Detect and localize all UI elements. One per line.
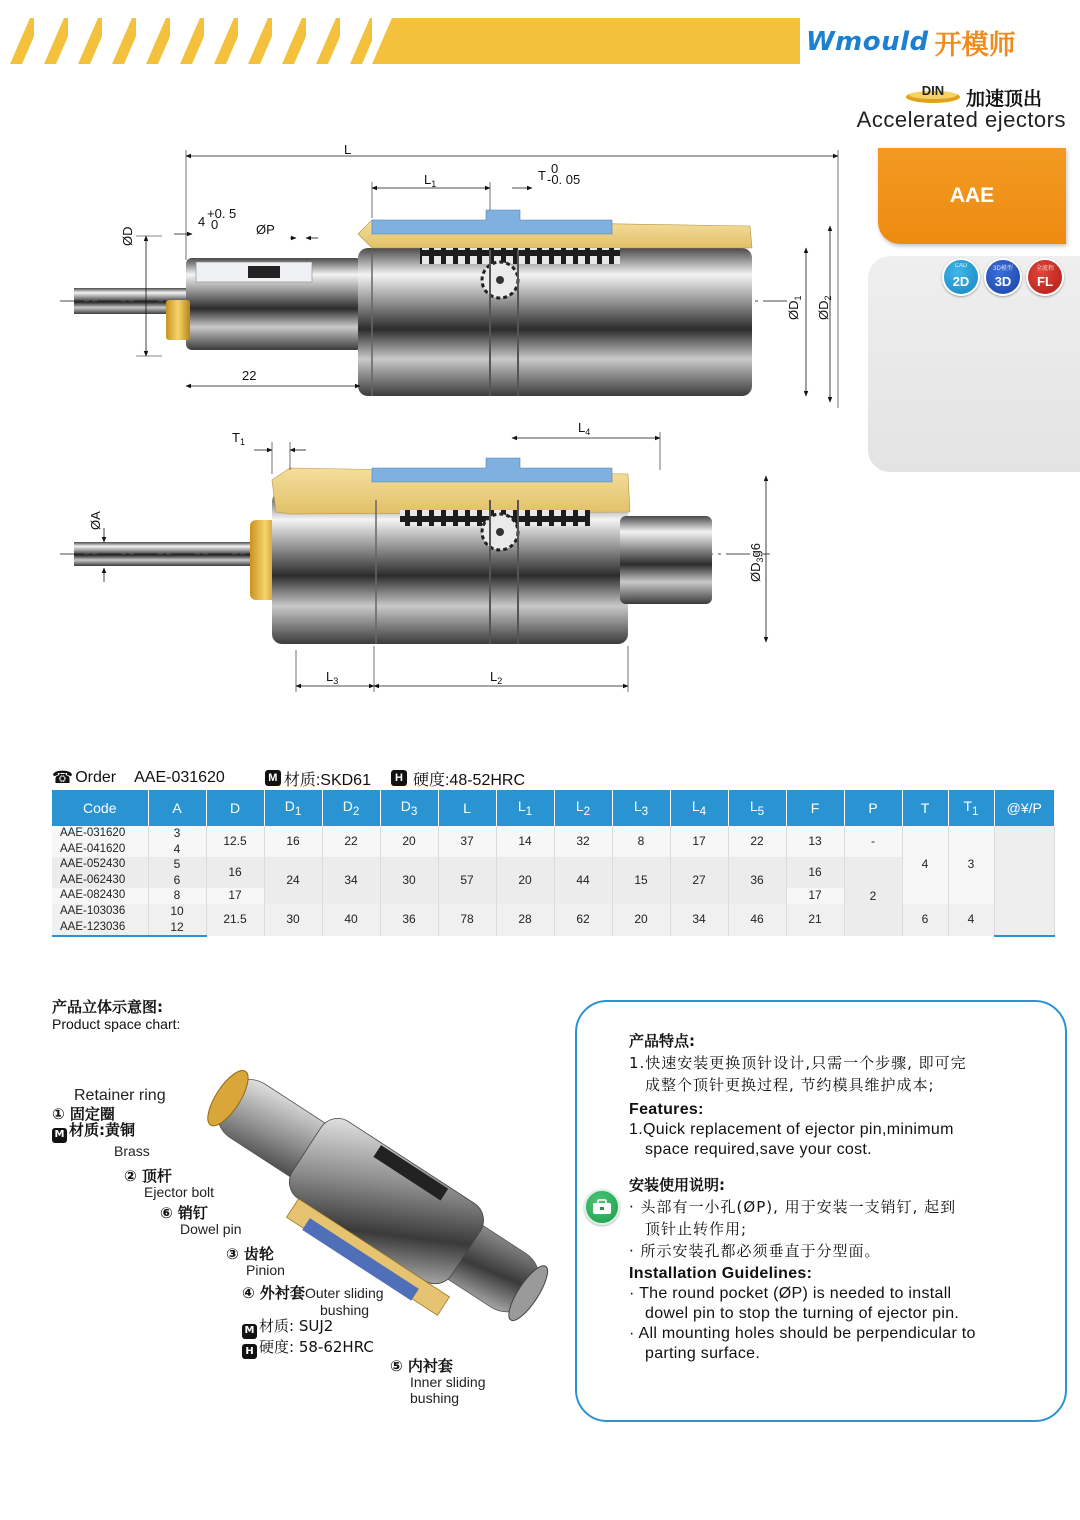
product-title-cn: 加速顶出 [966,88,1043,110]
product-title-en: Accelerated ejectors [856,107,1066,132]
cell-code: AAE-062430 [52,873,148,889]
cell-D1: 16 [264,826,322,857]
dim-phiD: ØD [120,226,135,246]
format-icons [942,258,1064,296]
svg-text:ØD2: $ØD_2$ [816,295,833,320]
cell-P: 2 [844,857,902,936]
material-icon: M [265,770,281,786]
outer-bushing-label: ④ 外衬套Outer sliding bushing M 材质: SUJ2 H 硬度: 58-62HRC [242,1285,384,1359]
cad-2d-icon[interactable]: CAD 2D [942,258,980,296]
cell-code: AAE-082430 [52,888,148,904]
cell-L2: 44 [554,857,612,904]
dim-4: 4 [198,214,206,229]
features-panel [575,1000,1067,1422]
svg-text:L3: $L_3$ [326,669,339,686]
dim-22: 22 [242,368,257,383]
svg-text:-0. 05: -0. 05 [547,172,581,187]
install-item-cn-3: · 所示安装孔都必须垂直于分型面。 [629,1242,881,1260]
cell-D: 12.5 [206,826,264,857]
brand-name-cn: 开模师 [934,29,1016,61]
material-icon: M [52,1128,67,1143]
top-assembly-drawing [60,142,838,408]
cell-price[interactable] [994,888,1054,904]
cell-code: AAE-031620 [52,826,148,842]
cell-code: AAE-041620 [52,842,148,858]
material-label: 材质:SKD61 [283,771,371,789]
cell-D3: 36 [380,904,438,936]
cell-A: 8 [148,888,206,904]
cell-code: AAE-123036 [52,920,148,937]
cell-L2: 62 [554,904,612,936]
cell-L1: 14 [496,826,554,857]
cell-L: 78 [438,904,496,936]
cell-D3: 30 [380,857,438,904]
dowel-pin-label: ⑥ 销钉 Dowel pin [160,1204,242,1237]
cell-T: 6 [902,904,948,936]
full-flow-icon[interactable]: 全流程 FL [1026,258,1064,296]
cell-L3: 15 [612,857,670,904]
cell-A: 5 [148,857,206,873]
col-price: @¥/P [994,790,1054,826]
install-item-cn-2: 顶针止转作用; [645,1220,748,1238]
col-D3: $D_3$ [380,790,438,826]
phone-icon: ☎ [52,768,74,787]
install-item-en-1: · The round pocket (ØP) is needed to install [629,1285,952,1302]
cell-price[interactable] [994,904,1054,920]
header-stripe-bar [0,18,800,64]
order-example-code: AAE-031620 [134,769,225,786]
cell-code: AAE-052430 [52,857,148,873]
svg-text:ØD3g6: $ØD_3g6$ [748,543,765,582]
col-T1: $T_1$ [948,790,994,826]
order-info [52,767,525,789]
feature-item-en-1: 1.Quick replacement of ejector pin,minimum [629,1121,954,1138]
cell-F: 13 [786,826,844,857]
feature-item-en-2: space required,save your cost. [645,1141,872,1158]
din-badge [904,82,962,104]
spec-table [52,790,1055,937]
dim-L4: L [578,420,586,435]
install-item-en-4: parting surface. [645,1345,761,1362]
cell-price[interactable] [994,920,1054,937]
cell-D: 17 [206,888,264,904]
material-icon: M [242,1324,257,1339]
dim-L3: L [326,669,334,684]
series-label: AAE [949,184,995,207]
dim-L: L [344,142,352,157]
svg-text:0: 0 [211,217,219,232]
series-tab [878,148,1066,244]
cell-A: 12 [148,920,206,937]
col-F: F [786,790,844,826]
svg-text:0: 0 [551,161,559,176]
install-item-en-2: dowel pin to stop the turning of ejector pin. [645,1305,960,1322]
dim-phiP: ØP [256,222,275,237]
col-L1: $L_1$ [496,790,554,826]
col-code: Code [52,790,148,826]
feature-item-cn-2: 成整个顶针更换过程, 节约模具维护成本; [645,1076,935,1094]
cell-L2: 32 [554,826,612,857]
install-guide-icon [584,1189,620,1225]
col-A: A [148,790,206,826]
cell-L5: 46 [728,904,786,936]
cell-F: 17 [786,888,844,904]
feature-item-cn-1: 1.快速安装更换顶针设计,只需一个步骤, 即可完 [629,1054,967,1072]
cell-L: 57 [438,857,496,904]
cell-A: 4 [148,842,206,858]
hardness-icon: H [391,770,407,786]
install-item-cn-1: · 头部有一小孔(ØP), 用于安装一支销钉, 起到 [629,1198,957,1216]
technical-drawings [0,130,870,730]
cell-D2: 34 [322,857,380,904]
model-3d-icon[interactable]: 3D模型 3D [984,258,1022,296]
din-badge-label: DIN [921,83,945,98]
cell-A: 10 [148,904,206,920]
svg-text:+0. 5: +0. 5 [207,206,237,221]
cell-price[interactable] [994,842,1054,858]
retainer-ring-label: ① 固定圈 M 材质:黄铜 Brass [52,1105,150,1159]
cell-D1: 30 [264,904,322,936]
cell-L4: 34 [670,904,728,936]
dim-L1: L [424,172,432,187]
cell-L4: 17 [670,826,728,857]
col-L5: $L_5$ [728,790,786,826]
cell-L5: 36 [728,857,786,904]
space-chart-title-en: Product space chart: [52,1016,181,1032]
svg-text:L4: $L_4$ [578,420,591,437]
col-T: T [902,790,948,826]
pinion-label: ③ 齿轮 Pinion [226,1245,285,1278]
cell-P: - [844,826,902,857]
ejector-bolt-label: ② 顶杆 Ejector bolt [124,1167,215,1200]
cell-A: 3 [148,826,206,842]
col-L3: $L_3$ [612,790,670,826]
cell-L4: 27 [670,857,728,904]
table-row [52,826,1054,842]
cell-D2: 40 [322,904,380,936]
dim-phiA: ØA [88,511,103,530]
install-item-en-3: · All mounting holes should be perpendicular to [629,1325,976,1342]
cell-F: 16 [786,857,844,888]
col-D: D [206,790,264,826]
brand-logo [806,22,1016,62]
col-D2: $D_2$ [322,790,380,826]
cell-D2: 22 [322,826,380,857]
cell-F: 21 [786,904,844,936]
cell-T1: 4 [948,904,994,936]
cell-T: 4 [902,826,948,904]
svg-text:L1: $L_1$ [424,172,437,189]
cell-L1: 28 [496,904,554,936]
cell-D: 21.5 [206,904,264,936]
cell-L5: 22 [728,826,786,857]
col-L4: $L_4$ [670,790,728,826]
svg-text:T1: $T_1$ [232,430,245,447]
order-label: Order [75,769,117,786]
cell-L1: 20 [496,857,554,904]
cell-code: AAE-103036 [52,904,148,920]
brand-name-en: Wmould [806,27,929,57]
cell-price[interactable] [994,857,1054,873]
cell-price[interactable] [994,873,1054,889]
features-title-cn: 产品特点: [629,1032,695,1050]
cell-T1: 3 [948,826,994,904]
hardness-icon: H [242,1344,257,1359]
dim-phiD3: ØD [748,562,763,582]
dim-L2: L [490,669,498,684]
cell-D1: 24 [264,857,322,904]
cell-L3: 8 [612,826,670,857]
features-title-en: Features: [629,1101,704,1118]
cell-L3: 20 [612,904,670,936]
cell-L: 37 [438,826,496,857]
col-L: L [438,790,496,826]
cell-A: 6 [148,873,206,889]
col-P: P [844,790,902,826]
cell-D: 16 [206,857,264,888]
bottom-assembly-drawing [60,420,770,692]
hardness-label: 硬度:48-52HRC [412,771,526,789]
dim-T: T [538,168,546,183]
cell-D3: 20 [380,826,438,857]
space-chart-title-cn: 产品立体示意图: [52,998,163,1016]
cell-price[interactable] [994,826,1054,842]
inner-bushing-label: ⑤ 内衬套 Inner sliding bushing [390,1357,486,1406]
col-D1: $D_1$ [264,790,322,826]
svg-text:ØD1: $ØD_1$ [786,295,803,320]
retainer-ring-label-en: Retainer ring [74,1087,166,1104]
install-title-en: Installation Guidelines: [629,1265,813,1282]
col-L2: $L_2$ [554,790,612,826]
dim-T1: T [232,430,240,445]
dim-phiD2: ØD [816,300,831,320]
dim-phiD1: ØD [786,300,801,320]
table-header-row [52,790,1054,826]
install-title-cn: 安装使用说明: [629,1176,725,1194]
svg-text:L2: $L_2$ [490,669,503,686]
table-row [52,904,1054,920]
